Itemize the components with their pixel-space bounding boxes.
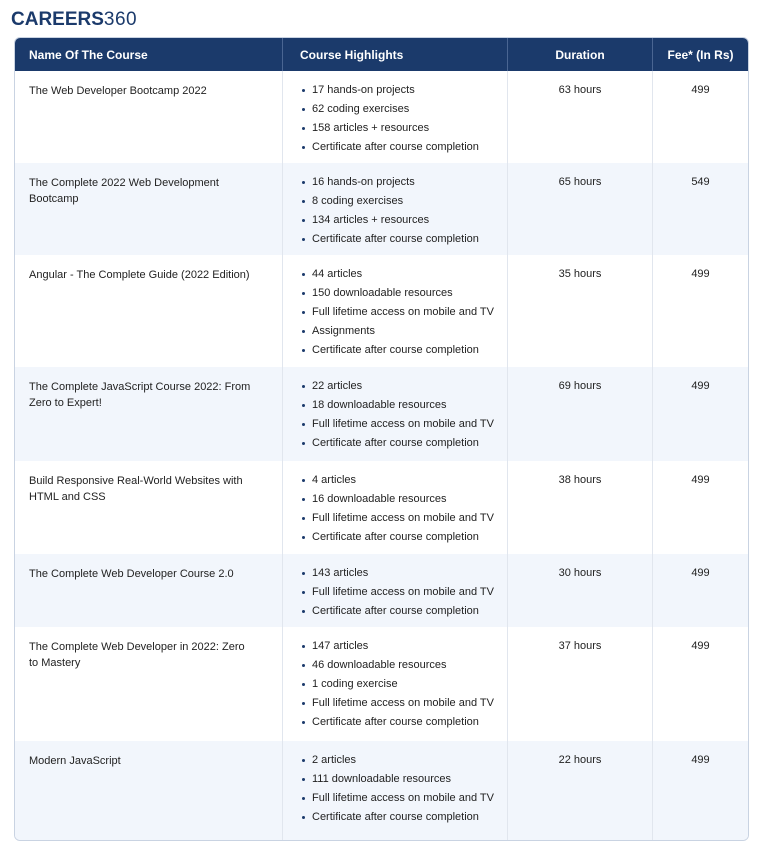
highlight-item: 44 articles [300, 265, 507, 284]
course-name-cell: Angular - The Complete Guide (2022 Edition) [15, 255, 283, 367]
highlight-item: 150 downloadable resources [300, 284, 507, 303]
duration-cell: 69 hours [508, 367, 653, 461]
table-row [15, 461, 748, 554]
course-name-cell: Modern JavaScript [15, 741, 283, 841]
course-name-cell: The Complete JavaScript Course 2022: From Zero to Expert! [15, 367, 283, 461]
highlight-item: Assignments [300, 322, 507, 341]
fee-cell: 499 [691, 380, 710, 392]
fee-cell: 499 [691, 567, 710, 579]
highlight-item: Certificate after course completion [300, 341, 507, 360]
table-row [15, 163, 748, 255]
fee-cell: 499 [691, 84, 710, 96]
highlights-list [300, 173, 507, 249]
course-highlights-cell [283, 255, 508, 367]
highlights-list [300, 751, 507, 827]
header-fee: Fee* (In Rs) [667, 47, 734, 62]
fee-cell: 499 [691, 474, 710, 486]
table-row [15, 367, 748, 461]
table-row [15, 255, 748, 367]
duration-cell: 63 hours [508, 71, 653, 163]
header-duration: Duration [508, 38, 653, 71]
highlights-list [300, 81, 507, 157]
duration-cell: 65 hours [508, 163, 653, 255]
table-row [15, 741, 748, 841]
highlight-item: Certificate after course completion [300, 808, 507, 827]
highlight-item: Full lifetime access on mobile and TV [300, 583, 507, 602]
highlights-list [300, 265, 507, 360]
highlight-item: Certificate after course completion [300, 230, 507, 249]
highlight-item: 16 downloadable resources [300, 490, 507, 509]
course-highlights-cell [283, 741, 508, 841]
duration-cell: 30 hours [508, 554, 653, 627]
course-name-cell: Build Responsive Real-World Websites with HTML and CSS [15, 461, 283, 554]
course-name-cell: The Complete Web Developer Course 2.0 [15, 554, 283, 627]
highlight-item: Certificate after course completion [300, 602, 507, 621]
highlight-item: Full lifetime access on mobile and TV [300, 694, 507, 713]
course-highlights-cell [283, 627, 508, 741]
highlight-item: 111 downloadable resources [300, 770, 507, 789]
duration-cell: 35 hours [508, 255, 653, 367]
highlight-item: 22 articles [300, 377, 507, 396]
fee-cell: 499 [691, 268, 710, 280]
highlight-item: Certificate after course completion [300, 434, 507, 453]
header-course-highlights: Course Highlights [283, 38, 508, 71]
logo-number: 360 [103, 9, 138, 30]
highlight-item: 8 coding exercises [300, 192, 507, 211]
course-name-cell: The Complete Web Developer in 2022: Zero to Mastery [15, 627, 283, 741]
highlights-list [300, 637, 507, 732]
course-name-cell: The Web Developer Bootcamp 2022 [15, 71, 283, 163]
course-highlights-cell [283, 461, 508, 554]
courses-table [14, 37, 749, 841]
highlight-item: 46 downloadable resources [300, 656, 507, 675]
highlights-list [300, 471, 507, 547]
highlight-item: Full lifetime access on mobile and TV [300, 509, 507, 528]
highlights-list [300, 564, 507, 621]
table-row [15, 71, 748, 163]
fee-cell: 549 [691, 176, 710, 188]
highlight-item: 4 articles [300, 471, 507, 490]
highlight-item: 1 coding exercise [300, 675, 507, 694]
highlight-item: Certificate after course completion [300, 713, 507, 732]
table-row [15, 627, 748, 741]
highlight-item: Full lifetime access on mobile and TV [300, 789, 507, 808]
careers360-logo[interactable] [11, 9, 137, 31]
table-body [15, 71, 748, 841]
highlight-item: 134 articles + resources [300, 211, 507, 230]
course-highlights-cell [283, 367, 508, 461]
fee-cell: 499 [691, 640, 710, 652]
highlight-item: 143 articles [300, 564, 507, 583]
table-row [15, 554, 748, 627]
course-highlights-cell [283, 71, 508, 163]
header-course-name: Name Of The Course [15, 38, 283, 71]
highlight-item: 17 hands-on projects [300, 81, 507, 100]
course-highlights-cell [283, 163, 508, 255]
highlight-item: 18 downloadable resources [300, 396, 507, 415]
logo-word: CAREERS [11, 9, 104, 30]
highlight-item: Certificate after course completion [300, 138, 507, 157]
highlight-item: 147 articles [300, 637, 507, 656]
highlight-item: 2 articles [300, 751, 507, 770]
highlight-item: Certificate after course completion [300, 528, 507, 547]
highlights-list [300, 377, 507, 453]
highlight-item: 62 coding exercises [300, 100, 507, 119]
highlight-item: Full lifetime access on mobile and TV [300, 415, 507, 434]
course-name-cell: The Complete 2022 Web Development Bootcamp [15, 163, 283, 255]
duration-cell: 22 hours [508, 741, 653, 841]
highlight-item: 16 hands-on projects [300, 173, 507, 192]
highlight-item: 158 articles + resources [300, 119, 507, 138]
fee-cell: 499 [691, 754, 710, 766]
duration-cell: 37 hours [508, 627, 653, 741]
table-header [15, 38, 748, 71]
duration-cell: 38 hours [508, 461, 653, 554]
course-highlights-cell [283, 554, 508, 627]
highlight-item: Full lifetime access on mobile and TV [300, 303, 507, 322]
